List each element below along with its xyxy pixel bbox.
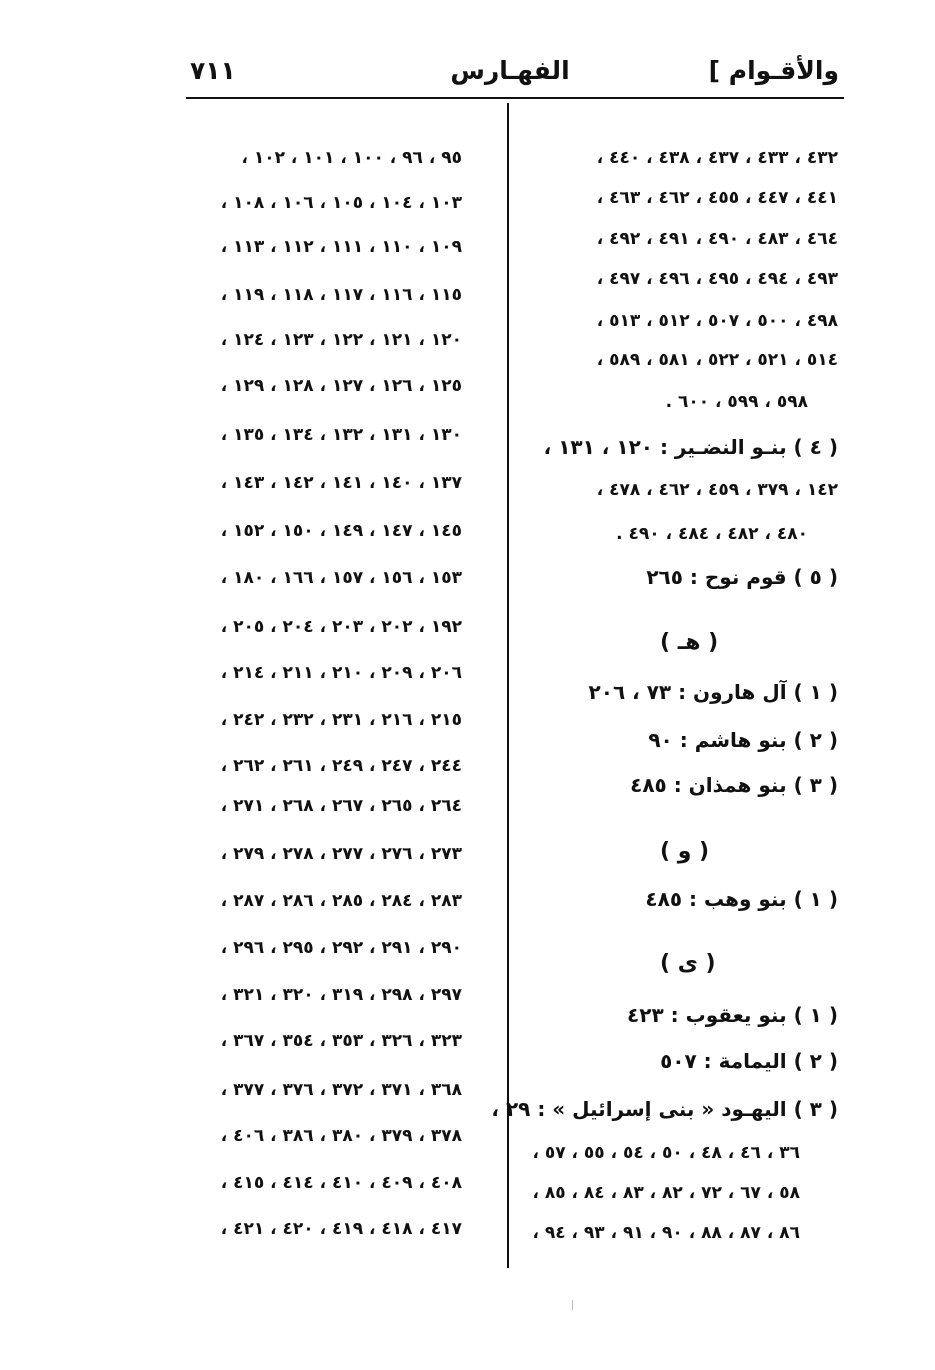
index-line: ٨٦ ، ٨٧ ، ٨٨ ، ٩٠ ، ٩١ ، ٩٣ ، ٩٤ ،	[532, 1223, 800, 1243]
index-line: ٢١٥ ، ٢١٦ ، ٢٣١ ، ٢٣٢ ، ٢٤٢ ،	[220, 710, 462, 730]
index-line: ٢٩٧ ، ٢٩٨ ، ٣١٩ ، ٣٢٠ ، ٣٢١ ،	[220, 985, 462, 1005]
index-entry-bani-nadir: ( ٤ ) بنـو النضـير : ١٢٠ ، ١٣١ ،	[543, 435, 838, 459]
index-line: ٤٦٤ ، ٤٨٣ ، ٤٩٠ ، ٤٩١ ، ٤٩٢ ،	[596, 229, 838, 249]
index-line: ١٣٧ ، ١٤٠ ، ١٤١ ، ١٤٢ ، ١٤٣ ،	[220, 473, 462, 493]
page-title: الفهـارس	[450, 56, 570, 85]
index-line: ٣٦ ، ٤٦ ، ٤٨ ، ٥٠ ، ٥٤ ، ٥٥ ، ٥٧ ،	[532, 1143, 800, 1163]
index-line: ٥٨ ، ٦٧ ، ٧٢ ، ٨٢ ، ٨٣ ، ٨٤ ، ٨٥ ،	[532, 1183, 800, 1203]
index-line: ٤١٧ ، ٤١٨ ، ٤١٩ ، ٤٢٠ ، ٤٢١ ،	[220, 1219, 462, 1239]
index-line: ١٤٢ ، ٣٧٩ ، ٤٥٩ ، ٤٦٢ ، ٤٧٨ ،	[596, 480, 838, 500]
index-line: ٢٠٦ ، ٢٠٩ ، ٢١٠ ، ٢١١ ، ٢١٤ ،	[220, 663, 462, 683]
section-letter-ya: ( ى )	[660, 951, 716, 976]
index-line: ١٠٣ ، ١٠٤ ، ١٠٥ ، ١٠٦ ، ١٠٨ ،	[220, 193, 462, 213]
index-line: ١٤٥ ، ١٤٧ ، ١٤٩ ، ١٥٠ ، ١٥٢ ،	[220, 521, 462, 541]
section-letter-waw: ( و )	[660, 839, 710, 864]
index-line: ٤٩٣ ، ٤٩٤ ، ٤٩٥ ، ٤٩٦ ، ٤٩٧ ،	[596, 269, 838, 289]
index-line: ١٠٩ ، ١١٠ ، ١١١ ، ١١٢ ، ١١٣ ،	[220, 237, 462, 257]
index-entry: ( ١ ) آل هارون : ٧٣ ، ٢٠٦	[588, 680, 838, 704]
section-heading: والأقـوام ]	[708, 56, 839, 85]
index-entry: ( ٢ ) اليمامة : ٥٠٧	[660, 1049, 838, 1073]
index-line: ٢٨٣ ، ٢٨٤ ، ٢٨٥ ، ٢٨٦ ، ٢٨٧ ،	[220, 891, 462, 911]
page-number: ٧١١	[190, 56, 236, 85]
scan-mark	[572, 1300, 573, 1310]
index-line: ٣٢٣ ، ٣٢٦ ، ٣٥٣ ، ٣٥٤ ، ٣٦٧ ،	[220, 1031, 462, 1051]
index-line: ٤٨٠ ، ٤٨٢ ، ٤٨٤ ، ٤٩٠ .	[616, 524, 808, 544]
index-line: ١٣٠ ، ١٣١ ، ١٣٢ ، ١٣٤ ، ١٣٥ ،	[220, 425, 462, 445]
index-line: ٢٧٣ ، ٢٧٦ ، ٢٧٧ ، ٢٧٨ ، ٢٧٩ ،	[220, 844, 462, 864]
index-line: ٥١٤ ، ٥٢١ ، ٥٢٢ ، ٥٨١ ، ٥٨٩ ،	[596, 350, 838, 370]
index-entry: ( ٣ ) بنو همذان : ٤٨٥	[630, 773, 838, 797]
index-entry: ( ١ ) بنو وهب : ٤٨٥	[645, 887, 838, 911]
index-line: ٣٦٨ ، ٣٧١ ، ٣٧٢ ، ٣٧٦ ، ٣٧٧ ،	[220, 1080, 462, 1100]
index-line: ٢٦٤ ، ٢٦٥ ، ٢٦٧ ، ٢٦٨ ، ٢٧١ ،	[220, 796, 462, 816]
index-line: ٤٠٨ ، ٤٠٩ ، ٤١٠ ، ٤١٤ ، ٤١٥ ،	[220, 1173, 462, 1193]
index-entry: ( ٢ ) بنو هاشم : ٩٠	[648, 728, 838, 752]
header-rule	[186, 97, 844, 99]
index-line: ٥٩٨ ، ٥٩٩ ، ٦٠٠ .	[665, 392, 808, 412]
section-letter-ha: ( هـ )	[660, 630, 719, 655]
index-line: ٩٥ ، ٩٦ ، ١٠٠ ، ١٠١ ، ١٠٢ ،	[241, 148, 462, 168]
index-line: ٤٩٨ ، ٥٠٠ ، ٥٠٧ ، ٥١٢ ، ٥١٣ ،	[596, 311, 838, 331]
index-line: ٣٧٨ ، ٣٧٩ ، ٣٨٠ ، ٣٨٦ ، ٤٠٦ ،	[220, 1126, 462, 1146]
index-line: ١٩٢ ، ٢٠٢ ، ٢٠٣ ، ٢٠٤ ، ٢٠٥ ،	[220, 617, 462, 637]
index-line: ١٢٥ ، ١٢٦ ، ١٢٧ ، ١٢٨ ، ١٢٩ ،	[220, 376, 462, 396]
index-entry-qawm-nuh: ( ٥ ) قوم نوح : ٢٦٥	[646, 565, 838, 589]
index-entry: ( ١ ) بنو يعقوب : ٤٢٣	[627, 1003, 838, 1027]
index-entry-yahud: ( ٣ ) اليهـود « بنى إسرائيل » : ٢٩ ،	[491, 1097, 838, 1121]
index-line: ١٥٣ ، ١٥٦ ، ١٥٧ ، ١٦٦ ، ١٨٠ ،	[220, 568, 462, 588]
index-line: ٢٤٤ ، ٢٤٧ ، ٢٤٩ ، ٢٦١ ، ٢٦٢ ،	[220, 756, 462, 776]
index-line: ٤٤١ ، ٤٤٧ ، ٤٥٥ ، ٤٦٢ ، ٤٦٣ ،	[596, 188, 838, 208]
index-line: ١٢٠ ، ١٢١ ، ١٢٢ ، ١٢٣ ، ١٢٤ ،	[220, 330, 462, 350]
index-line: ٢٩٠ ، ٢٩١ ، ٢٩٢ ، ٢٩٥ ، ٢٩٦ ،	[220, 938, 462, 958]
index-line: ١١٥ ، ١١٦ ، ١١٧ ، ١١٨ ، ١١٩ ،	[220, 285, 462, 305]
index-line: ٤٣٢ ، ٤٣٣ ، ٤٣٧ ، ٤٣٨ ، ٤٤٠ ،	[596, 148, 838, 168]
